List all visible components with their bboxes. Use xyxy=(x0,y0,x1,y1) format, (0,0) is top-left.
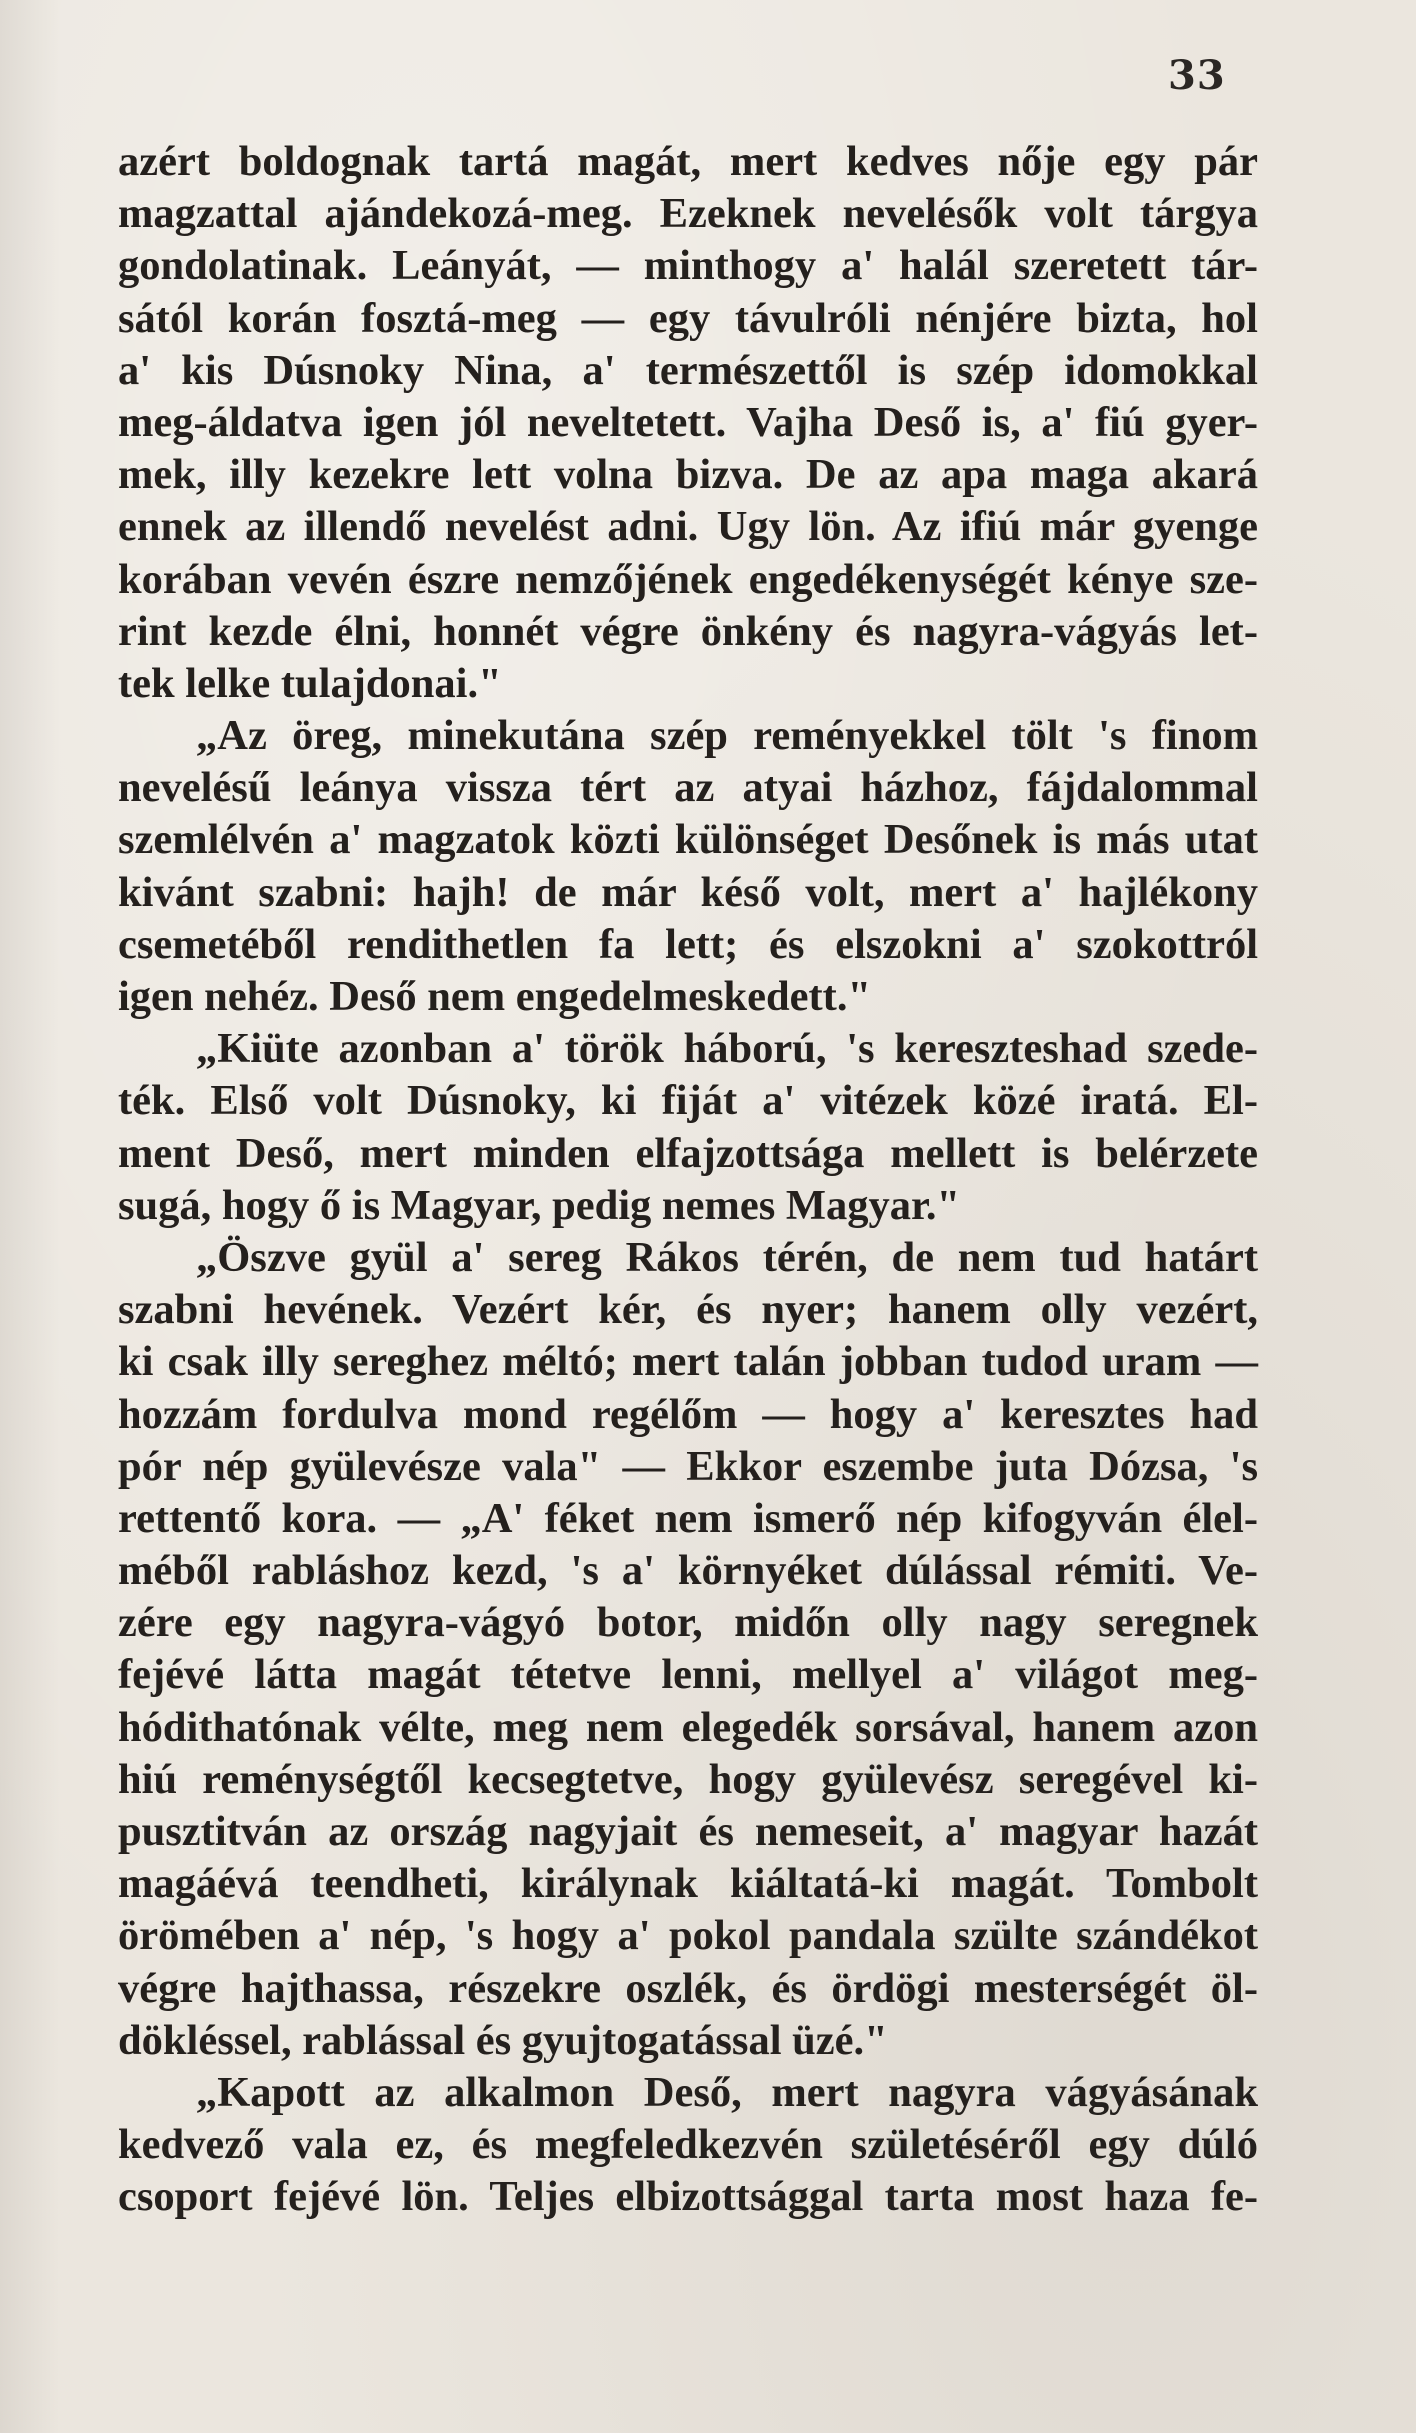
text-line: pór nép gyülevésze vala" — Ekkor eszembe juta Dózsa, 's xyxy=(118,1442,1258,1490)
text-line: fejévé látta magát tétetve lenni, mellyel a' világot meg- xyxy=(118,1651,1258,1699)
text-line: pusztitván az ország nagyjait és nemeseit, a' magyar hazát xyxy=(118,1808,1258,1855)
scan-gutter-shadow xyxy=(0,0,60,2433)
text-line: zére egy nagyra-vágyó botor, midőn olly nagy seregnek xyxy=(118,1599,1258,1647)
text-line: sugá, hogy ő is Magyar, pedig nemes Magyar." xyxy=(118,1181,961,1229)
text-line: mek, illy kezekre lett volna bizva. De az apa maga akará xyxy=(118,451,1258,499)
text-line: „Az öreg, minekutána szép reményekkel tölt 's finom xyxy=(196,712,1258,760)
text-line: a' kis Dúsnoky Nina, a' természettől is szép idomokkal xyxy=(118,346,1258,394)
text-line: sától korán fosztá-meg — egy távulróli nénjére bizta, hol xyxy=(118,294,1258,342)
text-line: szabni hevének. Vezért kér, és nyer; hanem olly vezért, xyxy=(118,1286,1258,1334)
text-line: „Kapott az alkalmon Deső, mert nagyra vágyásának xyxy=(196,2068,1258,2116)
text-line: hódithatónak vélte, meg nem elegedék sorsával, hanem azon xyxy=(118,1703,1258,1751)
paragraph xyxy=(118,1232,1258,2067)
paragraph xyxy=(118,136,1258,710)
paragraph xyxy=(118,1023,1258,1232)
page-number: 33 xyxy=(1168,52,1226,99)
paragraph xyxy=(118,710,1258,1023)
text-line: „Öszve gyül a' sereg Rákos térén, de nem tud határt xyxy=(196,1233,1258,1281)
text-line: „Kiüte azonban a' török háború, 's kereszteshad szede- xyxy=(196,1025,1258,1073)
text-line: tek lelke tulajdonai." xyxy=(118,659,502,707)
text-line: rint kezde élni, honnét végre önkény és nagyra-vágyás let- xyxy=(118,607,1258,655)
text-line: hozzám fordulva mond regélőm — hogy a' keresztes had xyxy=(118,1390,1258,1438)
text-line: hiú reménységtől kecsegtetve, hogy gyülevész seregével ki- xyxy=(118,1755,1258,1803)
text-line: igen nehéz. Deső nem engedelmeskedett." xyxy=(118,973,872,1020)
text-line: kivánt szabni: hajh! de már késő volt, mert a' hajlékony xyxy=(118,868,1258,916)
text-line: meg-áldatva igen jól neveltetett. Vajha Deső is, a' fiú gyer- xyxy=(118,398,1258,446)
text-line: gondolatinak. Leányát, — minthogy a' halál szeretett tár- xyxy=(118,242,1258,290)
text-line: ki csak illy sereghez méltó; mert talán jobban tudod uram — xyxy=(118,1338,1258,1386)
text-line: korában vevén észre nemzőjének engedékenységét kénye sze- xyxy=(118,555,1258,603)
text-line: nevelésű leánya vissza tért az atyai házhoz, fájdalommal xyxy=(118,764,1258,812)
text-line: ennek az illendő nevelést adni. Ugy lön. Az ifiú már gyenge xyxy=(118,503,1258,551)
text-line: azért boldognak tartá magát, mert kedves nője egy pár xyxy=(118,138,1258,185)
text-line: dökléssel, rablással és gyujtogatással üzé." xyxy=(118,2016,888,2064)
text-line: szemlélvén a' magzatok közti különséget Desőnek is más utat xyxy=(118,816,1258,864)
text-line: csoport fejévé lön. Teljes elbizottsággal tarta most haza fe- xyxy=(118,2173,1258,2221)
body-text xyxy=(118,136,1258,2224)
paragraph xyxy=(118,2067,1258,2224)
text-line: ment Deső, mert minden elfajzottsága mellett is belérzete xyxy=(118,1129,1258,1177)
text-line: magáévá teendheti, királynak kiáltatá-ki magát. Tombolt xyxy=(118,1860,1258,1908)
text-line: végre hajthassa, részekre oszlék, és ördögi mesterségét öl- xyxy=(118,1964,1258,2012)
text-line: kedvező vala ez, és megfeledkezvén születéséről egy dúló xyxy=(118,2121,1258,2169)
text-line: ték. Első volt Dúsnoky, ki fiját a' vitézek közé iratá. El- xyxy=(118,1077,1258,1125)
text-line: örömében a' nép, 's hogy a' pokol pandala szülte szándékot xyxy=(118,1912,1258,1960)
text-line: magzattal ajándekozá-meg. Ezeknek nevelésők volt tárgya xyxy=(118,190,1258,238)
text-line: méből rabláshoz kezd, 's a' környéket dúlással rémiti. Ve- xyxy=(118,1547,1258,1595)
text-line: rettentő kora. — „A' féket nem ismerő nép kifogyván élel- xyxy=(118,1494,1258,1542)
text-line: csemetéből rendithetlen fa lett; és elszokni a' szokottról xyxy=(118,920,1258,968)
